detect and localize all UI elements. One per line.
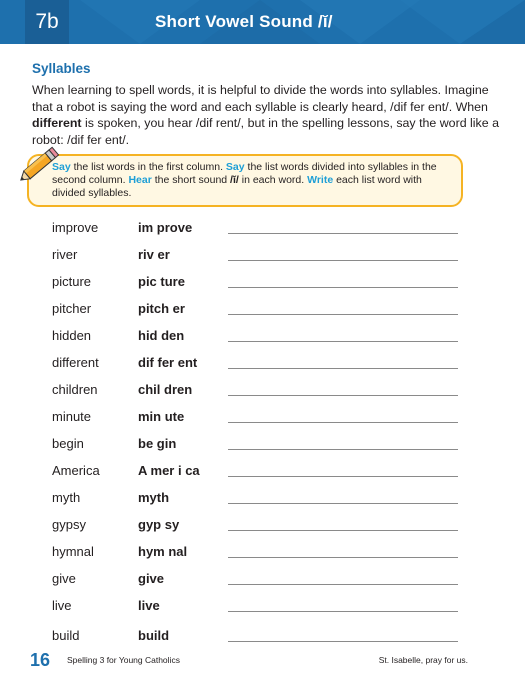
word-row xyxy=(0,274,525,294)
syllable-word: hid den xyxy=(138,328,185,343)
list-word: give xyxy=(52,571,76,586)
writing-line[interactable] xyxy=(228,449,458,450)
lesson-number-badge: 7b xyxy=(25,0,69,44)
keyword-write: Write xyxy=(307,174,334,186)
list-word: live xyxy=(52,598,72,613)
word-row xyxy=(0,220,525,240)
syllable-word: im prove xyxy=(138,220,193,235)
syllable-word: give xyxy=(138,571,165,586)
word-row xyxy=(0,247,525,267)
list-word: picture xyxy=(52,274,92,289)
list-word: improve xyxy=(52,220,99,235)
keyword-say-1: Say xyxy=(52,161,71,173)
writing-line[interactable] xyxy=(228,233,458,234)
footer-motto: St. Isabelle, pray for us. xyxy=(378,655,468,665)
list-word: children xyxy=(52,382,98,397)
writing-line[interactable] xyxy=(228,530,458,531)
writing-line[interactable] xyxy=(228,476,458,477)
instruction-part-2: the list words divided into syllables in the second column. xyxy=(52,161,437,186)
list-word: myth xyxy=(52,490,81,505)
writing-line[interactable] xyxy=(228,260,458,261)
lesson-header xyxy=(0,0,525,44)
word-row xyxy=(0,490,525,510)
word-row xyxy=(0,571,525,591)
syllable-word: hym nal xyxy=(138,544,188,559)
list-word: river xyxy=(52,247,78,262)
syllable-word: pitch er xyxy=(138,301,185,316)
instruction-part-1: the list words in the first column. xyxy=(70,161,226,173)
word-row xyxy=(0,382,525,402)
list-word: begin xyxy=(52,436,84,451)
syllable-word: build xyxy=(138,628,170,643)
word-row xyxy=(0,463,525,483)
list-word: hymnal xyxy=(52,544,94,559)
word-row xyxy=(0,628,525,648)
keyword-hear: Hear xyxy=(128,174,152,186)
syllable-word: pic ture xyxy=(138,274,185,289)
list-word: minute xyxy=(52,409,92,424)
list-word: build xyxy=(52,628,80,643)
word-row xyxy=(0,409,525,429)
word-row xyxy=(0,517,525,537)
syllable-word: chil dren xyxy=(138,382,193,397)
intro-bold-word: different xyxy=(32,116,82,130)
list-word: gypsy xyxy=(52,517,86,532)
word-row xyxy=(0,436,525,456)
syllable-word: be gin xyxy=(138,436,177,451)
word-row xyxy=(0,598,525,618)
syllable-word: riv er xyxy=(138,247,170,262)
writing-line[interactable] xyxy=(228,341,458,342)
intro-text-a: When learning to spell words, it is helpful to divide the words into syllables. Imagine that a robot is saying the word and each syllable is clearly heard, /dif fer ent/. When xyxy=(32,83,489,114)
list-word: different xyxy=(52,355,99,370)
syllable-word: dif fer ent xyxy=(138,355,198,370)
writing-line[interactable] xyxy=(228,611,458,612)
syllable-word: live xyxy=(138,598,160,613)
word-row xyxy=(0,328,525,348)
writing-line[interactable] xyxy=(228,395,458,396)
word-row xyxy=(0,301,525,321)
instruction-part-4: in each word. xyxy=(238,174,308,186)
syllable-word: A mer i ca xyxy=(138,463,200,478)
word-row xyxy=(0,544,525,564)
writing-line[interactable] xyxy=(228,503,458,504)
instruction-part-3: the short sound xyxy=(151,174,231,186)
writing-line[interactable] xyxy=(228,557,458,558)
short-i-symbol: /ĭ/ xyxy=(230,174,239,186)
writing-line[interactable] xyxy=(228,314,458,315)
section-heading: Syllables xyxy=(32,61,91,76)
page-title: Short Vowel Sound /ĭ/ xyxy=(155,12,333,31)
syllable-word: min ute xyxy=(138,409,185,424)
book-title: Spelling 3 for Young Catholics xyxy=(67,655,180,665)
list-word: America xyxy=(52,463,100,478)
instruction-part-5: each list word with divided syllables. xyxy=(52,174,422,199)
instruction-text xyxy=(52,161,452,200)
intro-text-b: is spoken, you hear /dif rent/, but in the spelling lessons, say the word like a robot: /dif fer ent/. xyxy=(32,116,499,147)
page-number: 16 xyxy=(30,650,51,670)
list-word: hidden xyxy=(52,328,92,343)
syllable-word: gyp sy xyxy=(138,517,180,532)
list-word: pitcher xyxy=(52,301,92,316)
keyword-say-2: Say xyxy=(225,161,245,173)
writing-line[interactable] xyxy=(228,584,458,585)
writing-line[interactable] xyxy=(228,368,458,369)
writing-line[interactable] xyxy=(228,422,458,423)
word-row xyxy=(0,355,525,375)
syllable-word: myth xyxy=(138,490,170,505)
writing-line[interactable] xyxy=(228,641,458,642)
writing-line[interactable] xyxy=(228,287,458,288)
intro-paragraph xyxy=(32,82,502,148)
